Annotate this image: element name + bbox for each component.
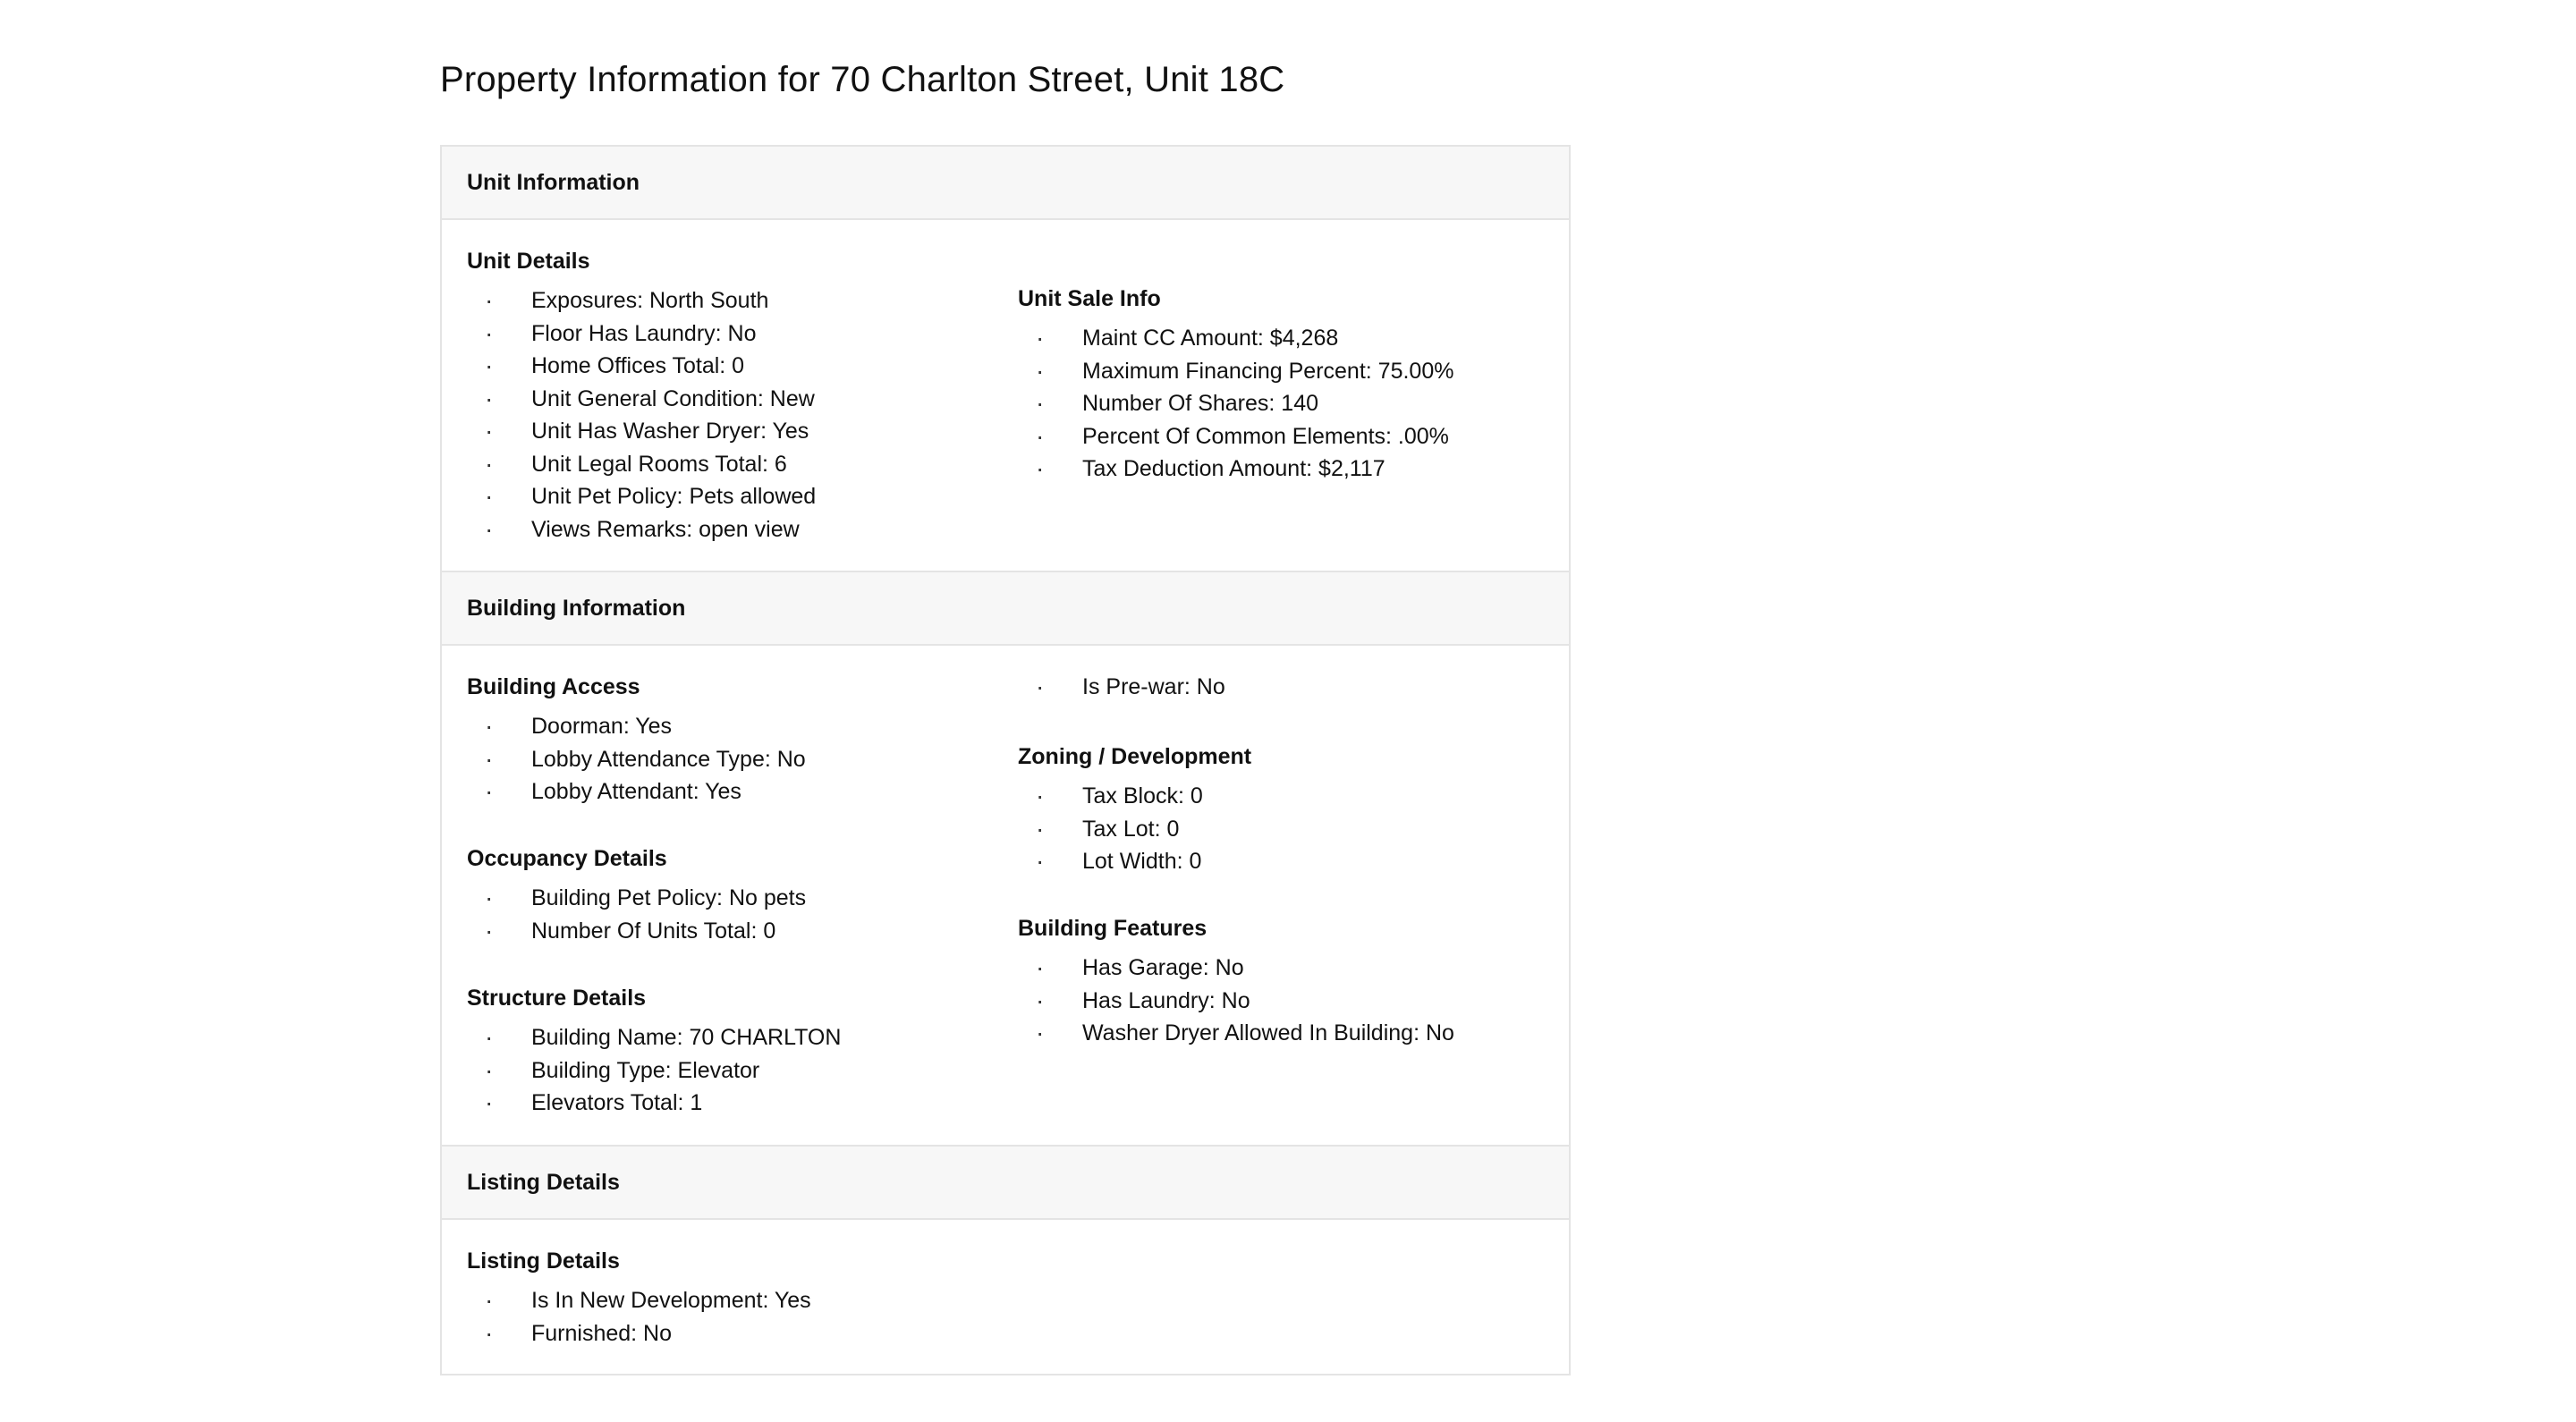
list-unit-sale-info [1018,322,1555,486]
list-structure-details-continued [1018,671,1555,704]
section-header-listing-details: Listing Details [442,1147,1569,1220]
group-building-access [467,671,1004,808]
list-item: · Exposures: North South [467,284,1004,317]
list-item: · Views Remarks: open view [467,513,1004,546]
list-occupancy-details [467,882,1004,947]
group-structure-details [467,982,1004,1120]
section-body-building-information [442,646,1569,1147]
section-body-listing-details [442,1220,1569,1374]
section-header-unit-information: Unit Information [442,147,1569,220]
group-building-features [1018,912,1555,1050]
group-title-unit-sale-info: Unit Sale Info [1018,286,1161,311]
list-item: · Elevators Total: 1 [467,1087,1004,1120]
list-item: · Maximum Financing Percent: 75.00% [1018,355,1555,388]
list-item: · Home Offices Total: 0 [467,350,1004,383]
group-structure-details-continued [1018,671,1555,704]
section-header-building-information: Building Information [442,572,1569,646]
list-item: · Tax Lot: 0 [1018,813,1555,846]
group-title-structure-details: Structure Details [467,986,647,1011]
group-listing-details [467,1245,1004,1350]
group-title-building-features: Building Features [1018,916,1208,941]
group-occupancy-details [467,842,1004,947]
list-zoning-development [1018,780,1555,878]
list-building-access [467,710,1004,808]
list-item: · Unit Legal Rooms Total: 6 [467,448,1004,481]
list-item: · Doorman: Yes [467,710,1004,743]
group-title-listing-details: Listing Details [467,1248,620,1274]
list-item: · Lobby Attendant: Yes [467,775,1004,808]
section-body-unit-information [442,220,1569,572]
group-title-unit-details: Unit Details [467,249,590,274]
list-item: · Tax Deduction Amount: $2,117 [1018,453,1555,486]
group-title-occupancy-details: Occupancy Details [467,846,667,871]
list-structure-details [467,1021,1004,1120]
list-building-features [1018,952,1555,1050]
list-item: · Building Pet Policy: No pets [467,882,1004,915]
list-item: · Has Laundry: No [1018,985,1555,1018]
list-item: · Building Type: Elevator [467,1054,1004,1088]
list-item: · Washer Dryer Allowed In Building: No [1018,1017,1555,1050]
group-title-zoning-development: Zoning / Development [1018,744,1252,769]
list-listing-details [467,1284,1004,1350]
group-unit-details [467,245,1004,546]
list-item: · Tax Block: 0 [1018,780,1555,813]
list-item: · Unit Pet Policy: Pets allowed [467,480,1004,513]
list-item: · Unit General Condition: New [467,383,1004,416]
property-info-box [440,145,1571,1375]
list-unit-details [467,284,1004,546]
group-zoning-development [1018,741,1555,878]
group-title-building-access: Building Access [467,674,640,699]
list-item: · Lobby Attendance Type: No [467,743,1004,776]
list-item: · Lot Width: 0 [1018,845,1555,878]
list-item: · Furnished: No [467,1317,1004,1350]
group-unit-sale-info [1018,283,1555,486]
list-item: · Number Of Units Total: 0 [467,915,1004,948]
list-item: · Has Garage: No [1018,952,1555,985]
list-item: · Floor Has Laundry: No [467,317,1004,351]
list-item: · Maint CC Amount: $4,268 [1018,322,1555,355]
list-item: · Is Pre-war: No [1018,671,1555,704]
list-item: · Unit Has Washer Dryer: Yes [467,415,1004,448]
property-info-page [440,54,1571,1346]
list-item: · Building Name: 70 CHARLTON [467,1021,1004,1054]
list-item: · Number Of Shares: 140 [1018,387,1555,420]
list-item: · Is In New Development: Yes [467,1284,1004,1317]
list-item: · Percent Of Common Elements: .00% [1018,420,1555,453]
page-title: Property Information for 70 Charlton Street, Unit 18C [440,60,1285,99]
